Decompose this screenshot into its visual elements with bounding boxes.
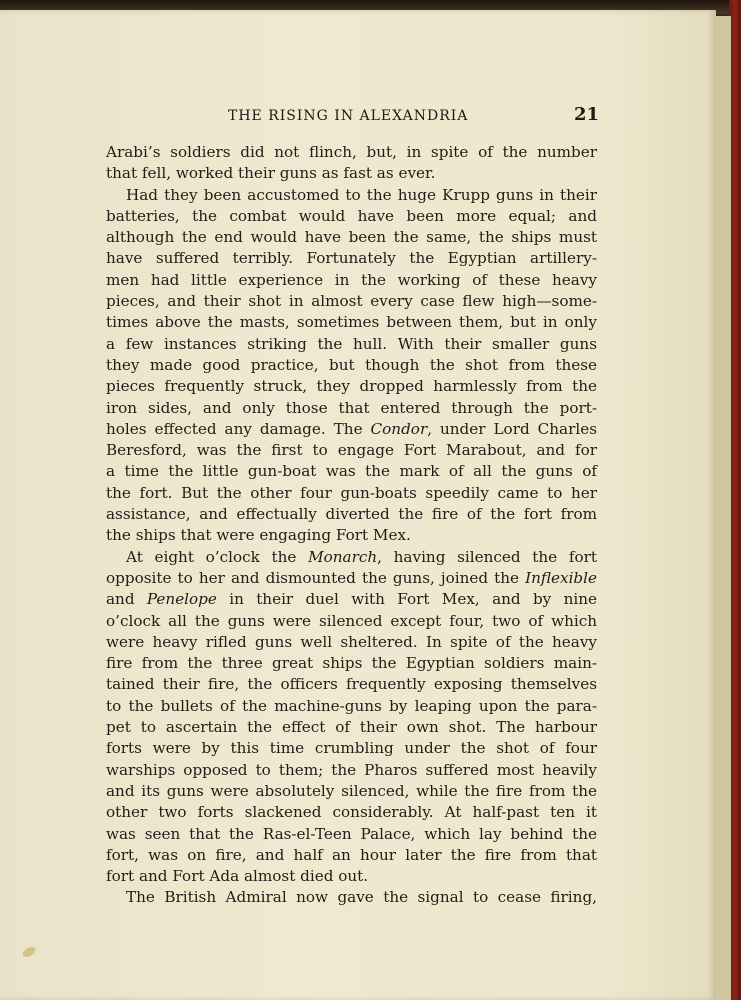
text-line: pieces frequently struck, they dropped harmlessly from the [106,377,597,396]
running-head: THE RISING IN ALEXANDRIA [228,108,469,124]
text-line: they made good practice, but though the shot from these [106,355,597,374]
text-line: a few instances striking the hull. With their smaller guns [106,334,597,353]
page-number: 21 [573,104,599,125]
body-text [106,142,597,909]
text-line: fort and Fort Ada almost died out. [106,867,369,886]
text-line: pieces, and their shot in almost every case flew high—some- [106,292,597,311]
text-line: and its guns were absolutely silenced, while the fire from the [106,781,597,800]
text-line: iron sides, and only those that entered through the port- [106,398,597,417]
text-line: other two forts slackened considerably. At half-past ten it [106,803,597,822]
text-line: have suffered terribly. Fortunately the Egyptian artillery- [106,249,597,268]
text-line: Had they been accustomed to the huge Krupp guns in their [126,185,597,204]
text-line: was seen that the Ras-el-Teen Palace, which lay behind the [106,824,597,843]
text-line: tained their fire, the officers frequently exposing themselves [106,675,597,694]
text-line: batteries, the combat would have been more equal; and [106,206,597,225]
text-line: and Penelope in their duel with Fort Mex, and by nine [106,590,597,609]
text-line: pet to ascertain the effect of their own shot. The harbour [106,718,597,737]
text-line: o’clock all the guns were silenced except four, two of which [106,611,597,630]
text-line: a time the little gun-boat was the mark of all the guns of [106,462,597,481]
text-line: The British Admiral now gave the signal to cease firing, [126,888,597,907]
text-line: although the end would have been the same, the ships must [106,228,597,247]
text-line: At eight o’clock the Monarch, having silenced the fort [126,547,597,566]
text-line: times above the masts, sometimes between them, but in only [106,313,597,332]
text-line: warships opposed to them; the Pharos suffered most heavily [106,760,597,779]
text-line: Beresford, was the first to engage Fort Marabout, and for [106,441,597,460]
text-line: to the bullets of the machine-guns by leaping upon the para- [106,696,597,715]
text-line: forts were by this time crumbling under the shot of four [106,739,597,758]
text-line: Arabi’s soldiers did not flinch, but, in spite of the number [106,143,597,161]
text-line: men had little experience in the working of these heavy [106,270,597,289]
text-line: were heavy rifled guns well sheltered. In spite of the heavy [106,632,597,651]
text-line: assistance, and effectually diverted the fire of the fort from [106,505,597,524]
text-line: the ships that were engaging Fort Mex. [106,526,411,545]
text-line: holes effected any damage. The Condor, under Lord Charles [106,419,598,438]
text-line: fire from the three great ships the Egyptian soldiers main- [106,654,597,673]
text-line: fort, was on fire, and half an hour later the fire from that [106,845,597,864]
text-line: that fell, worked their guns as fast as ever. [106,164,436,183]
page-header [106,104,599,132]
text-line: opposite to her and dismounted the guns, joined the Inflexible [106,568,597,587]
page-stack-edge [716,16,731,1000]
text-line: the fort. But the other four gun-boats speedily came to her [106,483,597,502]
